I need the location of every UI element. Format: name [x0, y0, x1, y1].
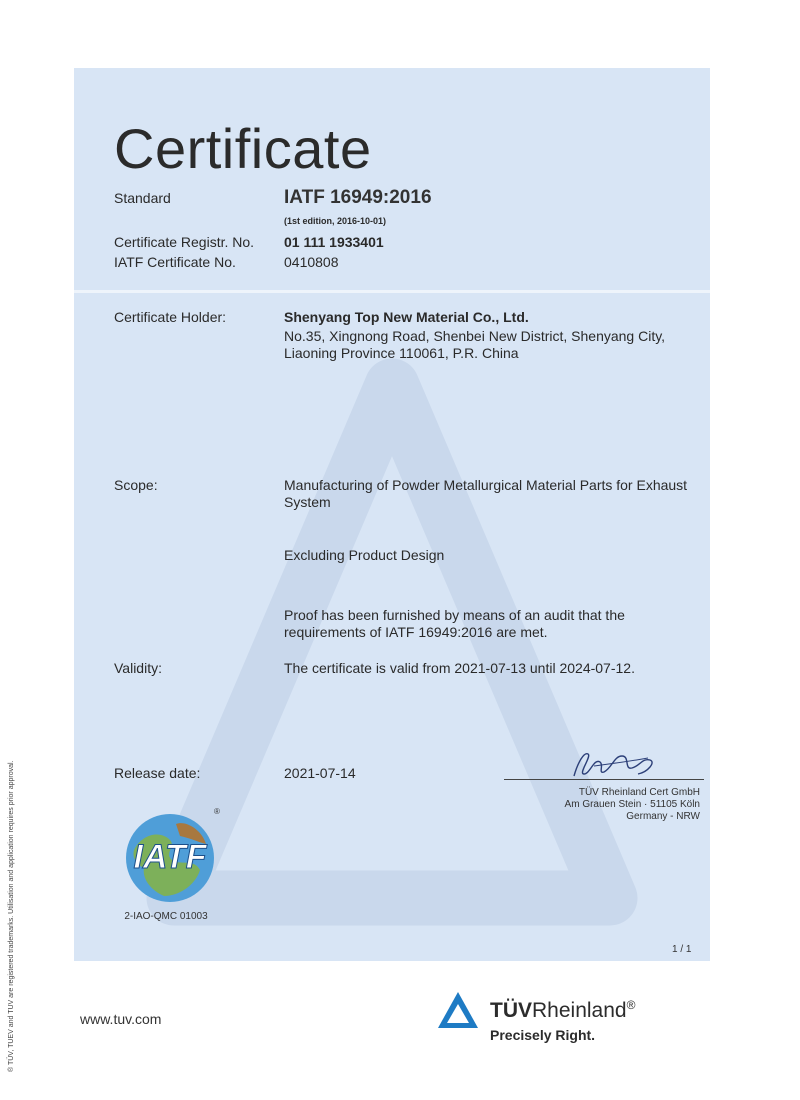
standard-value: IATF 16949:2016: [284, 187, 432, 208]
issuer-region: Germany - NRW: [626, 811, 700, 822]
iatf-logo-code: 2-IAO-QMC 01003: [124, 911, 208, 922]
validity-text: The certificate is valid from 2021-07-13 until 2024-07-12.: [284, 660, 635, 676]
brand-registered-mark: ®: [626, 998, 636, 1012]
standard-label: Standard: [114, 190, 171, 206]
issuer-block: [504, 787, 700, 823]
proof-line-1: Proof has been furnished by means of an audit that the: [284, 607, 625, 623]
proof-line-2: requirements of IATF 16949:2016 are met.: [284, 624, 548, 640]
registr-number: 01 111 1933401: [284, 234, 384, 250]
footer-url[interactable]: www.tuv.com: [80, 1011, 162, 1027]
validity-label: Validity:: [114, 660, 162, 676]
holder-name: Shenyang Top New Material Co., Ltd.: [284, 309, 529, 325]
iatf-globe-logo: [114, 798, 226, 908]
exclusion-text: Excluding Product Design: [284, 547, 445, 563]
holder-address-line-1: No.35, Xingnong Road, Shenbei New District, Shenyang City,: [284, 328, 666, 344]
svg-text:®: ®: [214, 807, 220, 816]
brand-rest: Rheinland: [532, 999, 627, 1022]
registr-label: Certificate Registr. No.: [114, 234, 255, 250]
holder-label: Certificate Holder:: [114, 309, 227, 325]
brand-bold: TÜV: [490, 999, 532, 1022]
standard-edition: (1st edition, 2016-10-01): [284, 216, 387, 226]
scope-label: Scope:: [114, 477, 158, 493]
iatf-cert-label: IATF Certificate No.: [114, 254, 236, 270]
tuv-triangle-icon: [436, 990, 480, 1030]
certificate-title: Certificate: [114, 117, 372, 180]
release-date-label: Release date:: [114, 765, 201, 781]
iatf-logo-text: IATF: [133, 838, 207, 876]
scope-line-2: System: [284, 494, 331, 510]
tuv-tagline: Precisely Right.: [490, 1027, 596, 1043]
header-divider: [74, 290, 710, 293]
trademark-side-note: ® TÜV, TUEV and TUV are registered trademarks. Utilisation and application requires prior approval.: [8, 760, 15, 1072]
iatf-cert-number: 0410808: [284, 254, 339, 270]
signature: [564, 744, 664, 780]
page-number: 1 / 1: [672, 944, 692, 955]
issuer-address: Am Grauen Stein · 51105 Köln: [564, 799, 700, 810]
signature-line: [504, 779, 704, 780]
tuv-brand-name: [490, 998, 635, 1023]
certificate-panel: [74, 68, 710, 961]
scope-line-1: Manufacturing of Powder Metallurgical Material Parts for Exhaust: [284, 477, 688, 493]
release-date-value: 2021-07-14: [284, 765, 356, 781]
issuer-name: TÜV Rheinland Cert GmbH: [578, 787, 700, 798]
holder-address-line-2: Liaoning Province 110061, P.R. China: [284, 345, 519, 361]
